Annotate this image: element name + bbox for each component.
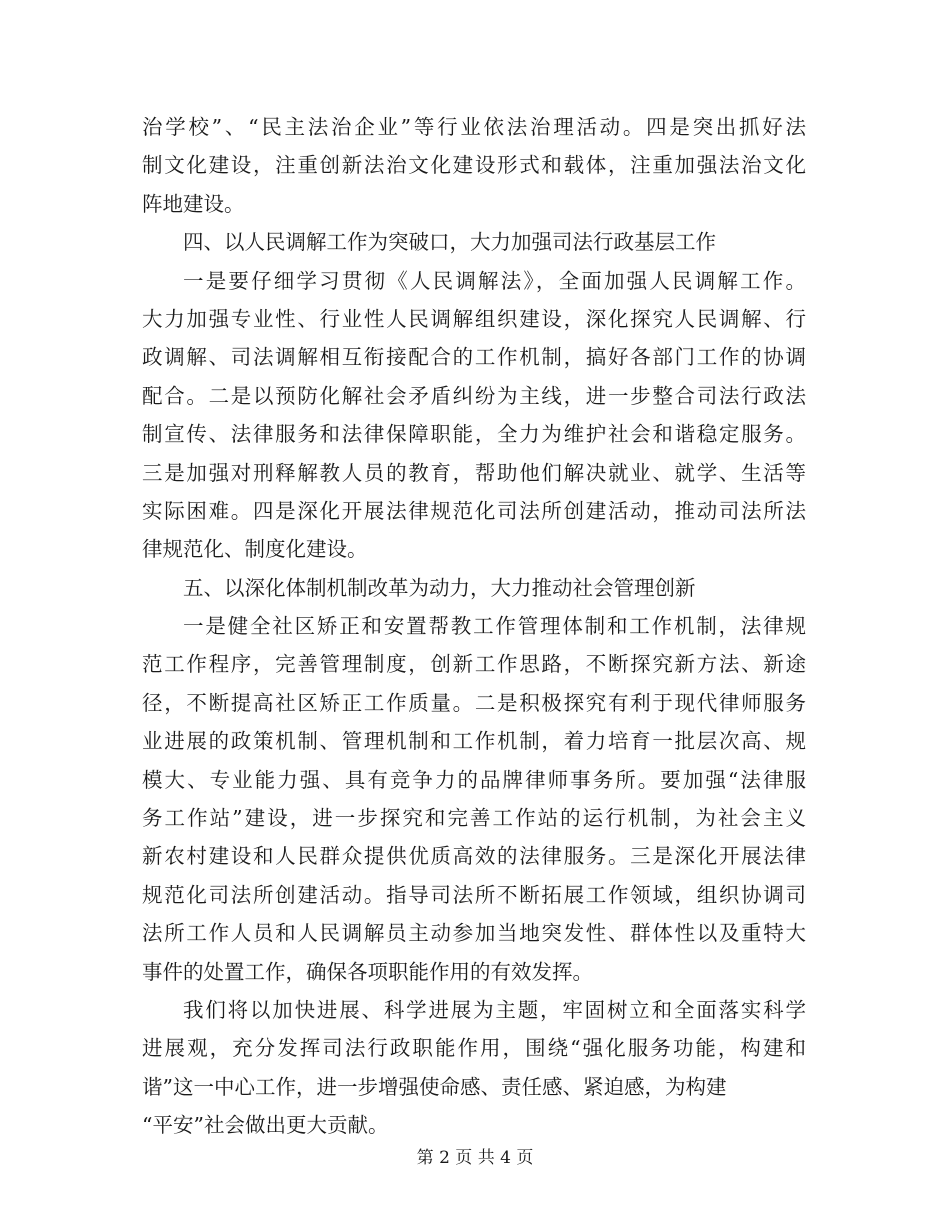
text-line: 律规范化、制度化建设。: [142, 537, 368, 562]
text-line: 法所工作人员和人民调解员主动参加当地突发性、群体性以及重特大: [142, 921, 806, 946]
document-body: [142, 108, 806, 1145]
text-line: 五、以深化体制机制改革为动力，大力推动社会管理创新: [183, 575, 696, 600]
text-line: 范工作程序，完善管理制度，创新工作思路，不断探究新方法、新途: [142, 652, 806, 677]
text-line: 实际困难。四是深化开展法律规范化司法所创建活动，推动司法所法: [142, 498, 806, 523]
text-line: 我们将以加快进展、科学进展为主题，牢固树立和全面落实科学: [183, 997, 806, 1022]
page-number-footer: 第 2 页 共 4 页: [416, 1148, 534, 1168]
text-line: 谐”这一中心工作，进一步增强使命感、责任感、紧迫感，为构建: [142, 1074, 727, 1099]
text-line: 四、以人民调解工作为突破口，大力加强司法行政基层工作: [183, 230, 716, 255]
text-line: 政调解、司法调解相互衔接配合的工作机制，搞好各部门工作的协调: [142, 345, 806, 370]
text-line: 进展观，充分发挥司法行政职能作用，围绕“强化服务功能，构建和: [142, 1036, 806, 1061]
text-line: 模大、专业能力强、具有竞争力的品牌律师事务所。要加强“法律服: [142, 767, 806, 792]
text-line: 规范化司法所创建活动。指导司法所不断拓展工作领域，组织协调司: [142, 882, 806, 907]
text-line: 治学校”、“民主法治企业”等行业依法治理活动。四是突出抓好法: [142, 115, 806, 139]
text-line: 制文化建设，注重创新法治文化建设形式和载体，注重加强法治文化: [142, 153, 806, 178]
text-line: 事件的处置工作，确保各项职能作用的有效发挥。: [142, 959, 593, 984]
text-line: 大力加强专业性、行业性人民调解组织建设，深化探究人民调解、行: [142, 306, 806, 331]
text-line: “平安”社会做出更大贡献。: [142, 1113, 389, 1138]
text-line: 业进展的政策机制、管理机制和工作机制，着力培育一批层次高、规: [142, 729, 806, 754]
text-line: 新农村建设和人民群众提供优质高效的法律服务。三是深化开展法律: [142, 844, 806, 869]
text-line: 一是要仔细学习贯彻《人民调解法》，全面加强人民调解工作。: [183, 268, 806, 293]
text-line: 阵地建设。: [142, 191, 245, 216]
text-line: 三是加强对刑释解教人员的教育，帮助他们解决就业、就学、生活等: [142, 460, 806, 485]
text-line: 制宣传、法律服务和法律保障职能，全力为维护社会和谐稳定服务。: [142, 422, 806, 447]
text-line: 务工作站”建设，进一步探究和完善工作站的运行机制，为社会主义: [142, 806, 806, 831]
text-line: 一是健全社区矫正和安置帮教工作管理体制和工作机制，法律规: [183, 614, 806, 639]
text-line: 配合。二是以预防化解社会矛盾纠纷为主线，进一步整合司法行政法: [142, 383, 806, 408]
text-line: 径，不断提高社区矫正工作质量。二是积极探究有利于现代律师服务: [142, 690, 806, 715]
